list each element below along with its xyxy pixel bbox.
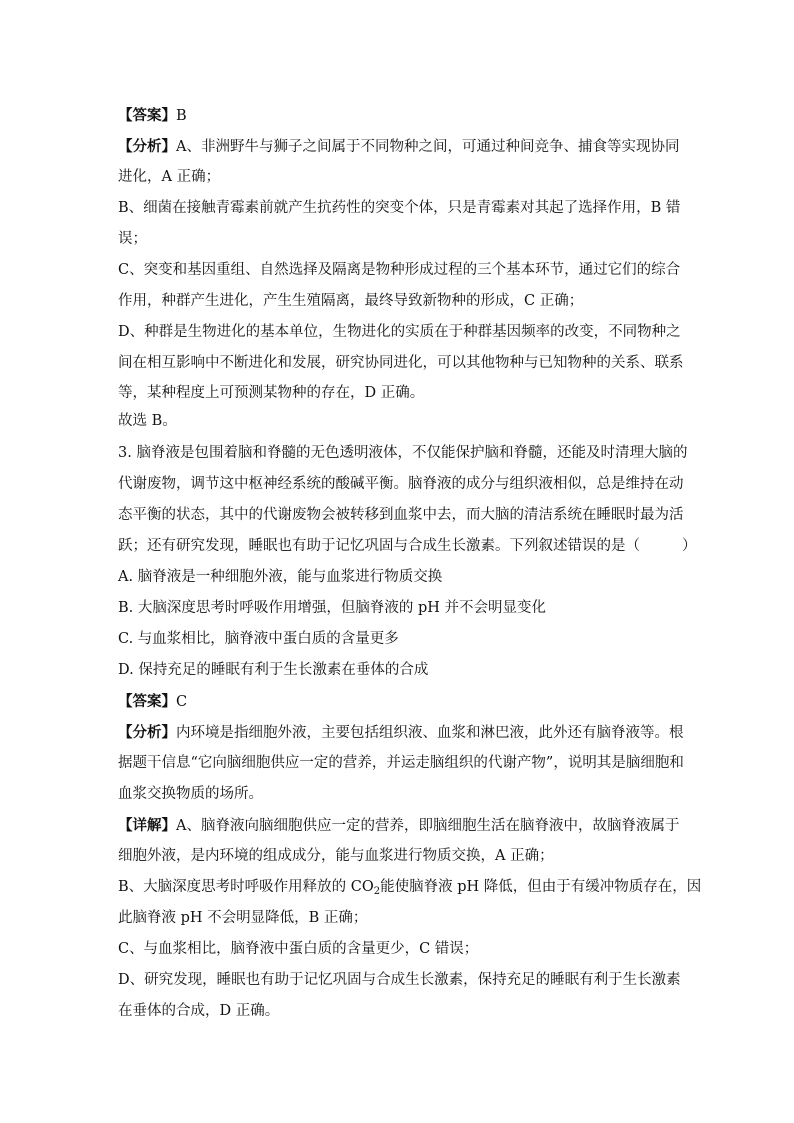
answer-value-2: C	[176, 694, 188, 710]
analysis-2-line-2: 据题干信息“它向脑细胞供应一定的营养，并运走脑组织的代谢产物”，说明其是脑细胞和	[118, 755, 684, 771]
analysis-line-5: C、突变和基因重组、自然选择及隔离是物种形成过程的三个基本环节，通过它们的综合	[118, 262, 681, 278]
question-3-line-1: 3. 脑脊液是包围着脑和脊髓的无色透明液体，不仅能保护脑和脊髓，还能及时清理大脑的	[118, 445, 688, 461]
answer-line-2	[118, 686, 674, 717]
detail-line-3	[118, 872, 702, 903]
detail-line-2: 细胞外液，是内环境的组成成分，能与血浆进行物质交换，A 正确；	[118, 848, 554, 864]
question-3-line-3: 态平衡的状态，其中的代谢废物会被转移到血浆中去，而大脑的清洁系统在睡眠时最为活	[118, 507, 684, 523]
answer-label: 【答案】	[118, 107, 176, 124]
option-b: B. 大脑深度思考时呼吸作用增强，但脑脊液的 pH 并不会明显变化	[118, 600, 547, 616]
option-d: D. 保持充足的睡眠有利于生长激素在垂体的合成	[118, 662, 429, 678]
option-c: C. 与血浆相比，脑脊液中蛋白质的含量更多	[118, 631, 399, 647]
detail-line-5: C、与血浆相比，脑脊液中蛋白质的含量更少，C 错误；	[118, 941, 479, 957]
choose-line: 故选 B。	[118, 413, 177, 429]
co2-subscript: 2	[373, 886, 381, 897]
analysis-line-3: B、细菌在接触青霉素前就产生抗药性的突变个体，只是青霉素对其起了选择作用，B 错	[118, 200, 681, 216]
analysis-line-1	[118, 131, 680, 162]
detail-line-4: 此脑脊液 pH 不会明显降低，B 正确；	[118, 910, 368, 926]
detail-line-6: D、研究发现，睡眠也有助于记忆巩固与合成生长激素，保持充足的睡眠有利于生长激素	[118, 972, 681, 988]
detail-line-1	[118, 810, 680, 841]
detail-line-3-end: 能使脑脊液 pH 降低，但由于有缓冲物质存在，因	[380, 879, 702, 895]
answer-label-2: 【答案】	[118, 693, 176, 710]
answer-value: B	[176, 108, 187, 124]
question-3-line-4	[118, 531, 697, 562]
answer-line-1	[118, 100, 674, 131]
analysis-2-text: 内环境是指细胞外液，主要包括组织液、血浆和淋巴液，此外还有脑脊液等。根	[176, 725, 684, 741]
analysis-2-line-3: 血浆交换物质的场所。	[118, 786, 263, 802]
question-3-line-2: 代谢废物，调节这中枢神经系统的酸碱平衡。脑脊液的成分与组织液相似，总是维持在动	[118, 476, 684, 492]
analysis-2-line-1	[118, 717, 684, 748]
analysis-text: A、非洲野牛与狮子之间属于不同物种之间，可通过种间竞争、捕食等实现协同	[176, 139, 680, 155]
analysis-label: 【分析】	[118, 138, 176, 155]
option-a: A. 脑脊液是一种细胞外液，能与血浆进行物质交换	[118, 569, 443, 585]
detail-label: 【详解】	[118, 817, 176, 834]
question-3-paren-close: ）	[682, 538, 697, 554]
detail-line-3-start: B、大脑深度思考时呼吸作用释放的 CO	[118, 879, 374, 895]
detail-text: A、脑脊液向脑细胞供应一定的营养，即脑细胞生活在脑脊液中，故脑脊液属于	[176, 818, 680, 834]
analysis-line-6: 作用，种群产生进化，产生生殖隔离，最终导致新物种的形成，C 正确；	[118, 293, 584, 309]
analysis-label-2: 【分析】	[118, 724, 176, 741]
detail-line-7: 在垂体的合成，D 正确。	[118, 1003, 280, 1019]
analysis-line-9: 等，某种程度上可预测某物种的存在，D 正确。	[118, 385, 425, 401]
analysis-line-7: D、种群是生物进化的基本单位，生物进化的实质在于种群基因频率的改变，不同物种之	[118, 324, 681, 340]
analysis-line-8: 间在相互影响中不断进化和发展，研究协同进化，可以其他物种与已知物种的关系、联系	[118, 355, 684, 371]
analysis-line-4: 误；	[118, 231, 147, 247]
analysis-line-2: 进化，A 正确；	[118, 169, 221, 185]
question-3-stem-end: 跃；还有研究发现，睡眠也有助于记忆巩固与合成生长激素。下列叙述错误的是（	[118, 538, 640, 554]
